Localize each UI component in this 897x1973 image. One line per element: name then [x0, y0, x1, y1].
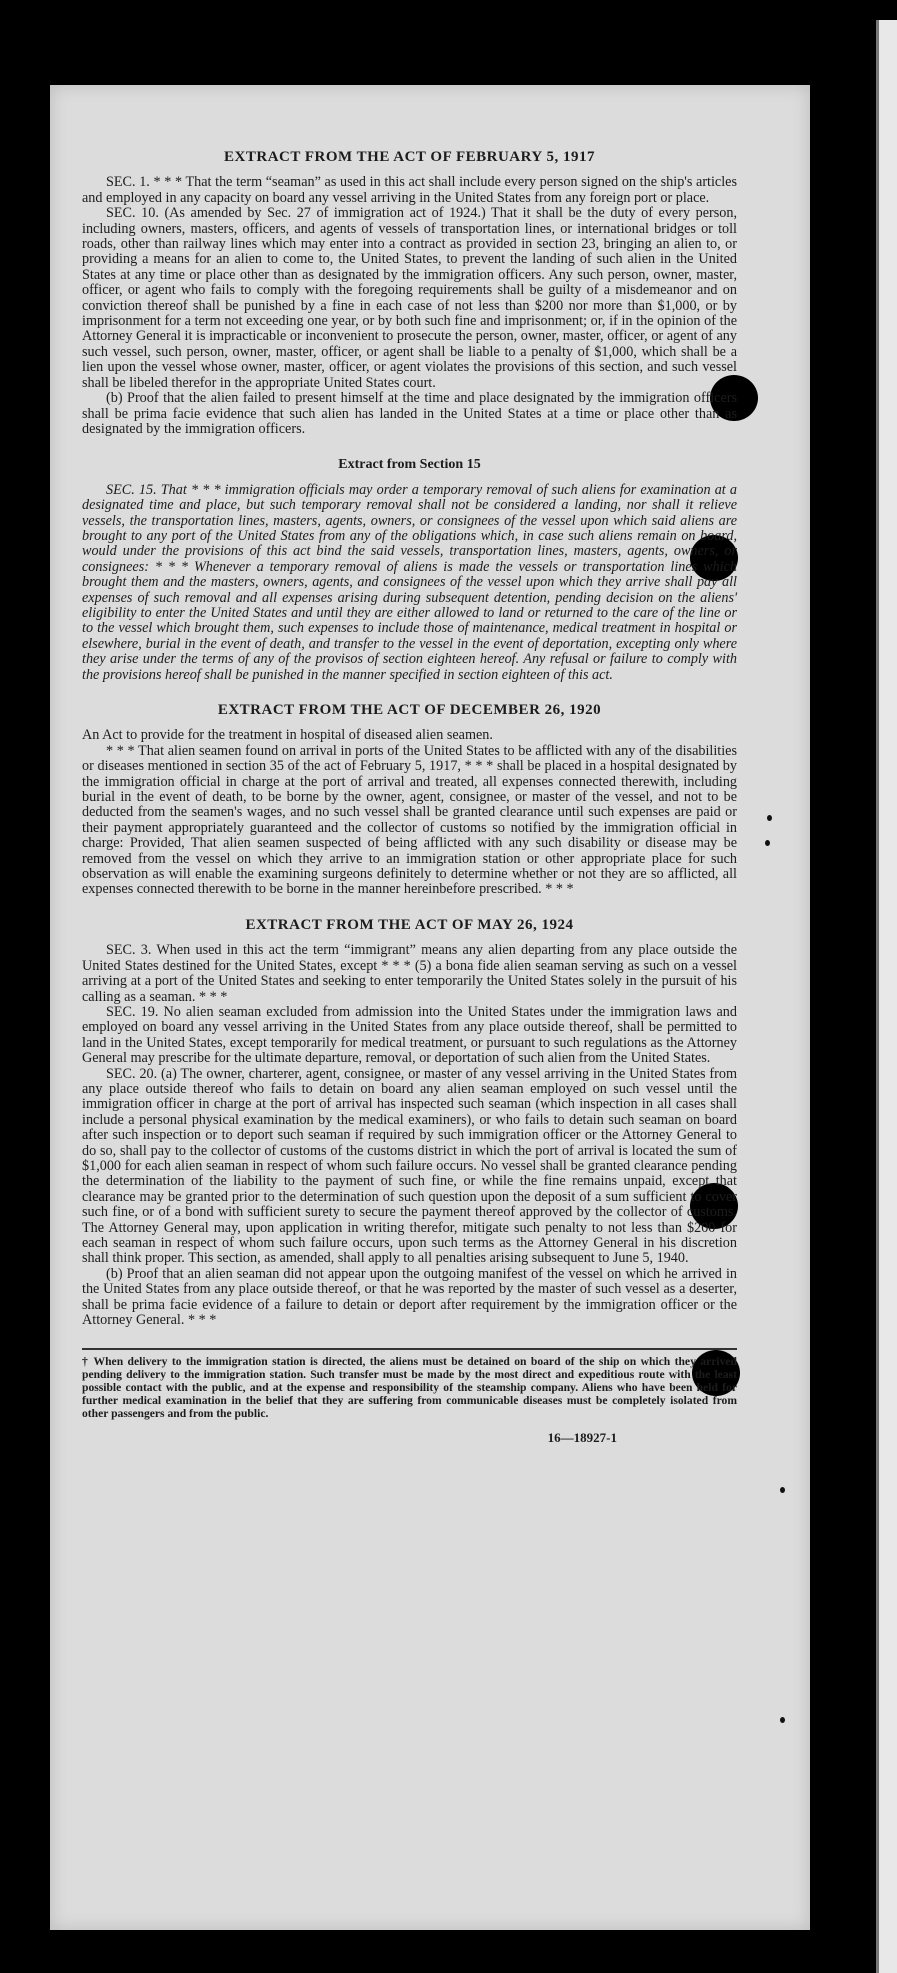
- scan-speck: [780, 1487, 785, 1493]
- paragraph-sec-3: SEC. 3. When used in this act the term “immigrant” means any alien departing from any place outside the United States destined for the United States, except * * * (5) a bona fide alien seaman serving as such on a vessel arriving at a port of the United States and seeking to enter temporarily the United States solely in the pursuit of his calling as a seaman. * * *: [82, 942, 737, 1005]
- scan-speck: [780, 1717, 785, 1723]
- document-body: [82, 150, 737, 1446]
- section-extract-15: [82, 457, 737, 683]
- paragraph-sec-19: SEC. 19. No alien seaman excluded from admission into the United States under the immigration laws and employed on board any vessel arriving in the United States from any place outside thereof, shall be permitted to land in the United States, except temporarily for medical treatment, or pursuant to such regulations as the Attorney General may prescribe for the ultimate departure, removal, or deportation of such alien from the United States.: [82, 1003, 737, 1067]
- paragraph-sec-20b: (b) Proof that an alien seaman did not appear upon the outgoing manifest of the vessel on which he arrived in the United States from any place outside thereof, or that he was reported by the master of such vessel as a deserter, shall be prima facie evidence of a failure to detain or deport after requirement by the immigration officer or the Attorney General. * * *: [82, 1265, 737, 1329]
- footnote: † When delivery to the immigration station is directed, the aliens must be detained on board of the ship on which they arrived pending delivery to the immigration station. Such transfer must be made by the most direct and expeditious route with the least possible contact with the public, and at the expense and responsibility of the steamship company. Aliens who have been held for further medical examination in the belief that they are suffering from communicable diseases must be completely isolated from other passengers and from the public.: [82, 1348, 737, 1420]
- section-heading: Extract from Section 15: [338, 457, 481, 473]
- scan-edge-strip: [879, 20, 897, 1973]
- paragraph-sec-20a: SEC. 20. (a) The owner, charterer, agent, consignee, or master of any vessel arriving in the United States from any place outside thereof who fails to detain on board any alien seaman employed on such vessel until the immigration officer in charge at the port of arrival has inspected such seaman (which inspection in all cases shall include a personal physical examination by the medical examiners), or who fails to detain such seaman on board after such inspection or to deport such seaman if required by such immigration officer or the Attorney General to do so, shall pay to the collector of customs of the customs district in which the port of arrival is located the sum of $1,000 for each alien seaman in respect of whom such failure occurs. No vessel shall be granted clearance pending the determination of the liability to the payment of such fine, or while the fine remains unpaid, except that clearance may be granted prior to the determination of such question upon the deposit of a sum sufficient to cover such fine, or of a bond with sufficient surety to secure the payment thereof approved by the collector of customs. The Attorney General may, upon application in writing therefor, mitigate such penalty to not less than $200 for each seaman in respect of whom such failure occurs, upon such terms as the Attorney General in his discretion shall think proper. This section, as amended, shall apply to all penalties arising subsequent to June 5, 1940.: [82, 1065, 737, 1267]
- paragraph-sec-10b: (b) Proof that the alien failed to present himself at the time and place designated by the immigration officers shall be prima facie evidence that such alien has landed in the United States at a time or place other than as designated by the immigration officers.: [82, 390, 737, 437]
- paragraph-sec-15: SEC. 15. That * * * immigration officials may order a temporary removal of such aliens for examination at a designated time and place, but such temporary removal shall not be considered a landing, nor shall it relieve vessels, the transportation lines, masters, agents, owners, or consignees of the vessel upon which said aliens are brought to any port of the United States from any of the obligations which, in case such aliens remain on board, would under the provisions of this act bind the said vessels, transportation lines, masters, agents, owners, or consignees: * * * Whenever a temporary removal of aliens is made the vessels or transportation lines which brought them and the masters, owners, agents, and consignees of the vessel upon which they arrive shall pay all expenses of such removal and all expenses arising during subsequent detention, pending decision on the aliens' eligibility to enter the United States and until they are either allowed to land or returned to the care of the line or to the vessel which brought them, such expenses to include those of maintenance, medical treatment in hospital or elsewhere, burial in the event of death, and transfer to the vessel in the event of deportation, excepting only where they arise under the terms of any of the provisos of section eighteen hereof. Any refusal or failure to comply with the provisions hereof shall be punished in the manner specified in section eighteen of this act.: [82, 481, 737, 683]
- section-heading: EXTRACT FROM THE ACT OF DECEMBER 26, 1920: [217, 702, 602, 718]
- document-number: 16—18927-1: [547, 1430, 617, 1446]
- paragraph-act-title: An Act to provide for the treatment in hospital of diseased alien seamen.: [82, 727, 493, 744]
- paragraph-sec-10: SEC. 10. (As amended by Sec. 27 of immigration act of 1924.) That it shall be the duty of every person, including owners, masters, officers, and agents of vessels of transportation lines, or international bridges or toll roads, other than railway lines which may enter into a contract as provided in section 23, bringing an alien to, or providing a means for an alien to come to, the United States, to prevent the landing of such alien in the United States at any time or place other than as designated by the immigration officers. Any such person, owner, master, officer, or agent who fails to comply with the foregoing requirements shall be guilty of a misdemeanor and on conviction thereof shall be punished by a fine in each case of not less than $200 nor more than $1,000, or by imprisonment for a term not exceeding one year, or by both such fine and imprisonment; or, if in the opinion of the Attorney General it is impracticable or inconvenient to prosecute the person, owner, master, officer, or agent of any such vessel, such person, owner, master, officer, or agent shall be liable to a penalty of $1,000, which shall be a lien upon the vessel whose owner, master, officer, or agent violates the provisions of this section, and such vessel shall be libeled therefor in the appropriate United States court.: [82, 205, 737, 391]
- section-act-1920: [82, 703, 737, 898]
- section-heading: EXTRACT FROM THE ACT OF FEBRUARY 5, 1917: [224, 149, 595, 165]
- section-heading: EXTRACT FROM THE ACT OF MAY 26, 1924: [245, 916, 574, 933]
- paragraph-hospital: * * * That alien seamen found on arrival in ports of the United States to be afflicted with any of the disabilities or diseases mentioned in section 35 of the act of February 5, 1917, * * * shall be placed in a hospital designated by the immigration official in charge at the port of arrival and treated, all expenses connected therewith, including burial in the event of death, to be borne by the owner, agent, consignee, or master of the vessel, and not to be deducted from the seamen's wages, and no such vessel shall be granted clearance until such expenses are paid or their payment appropriately guaranteed and the collector of customs so notified by the immigration official in charge: Provided, That alien seamen suspected of being afflicted with any such disability or disease may be removed from the vessel on which they arrive to an immigration station or other appropriate place for such observation as will enable the examining surgeons definitely to determine whether or not they are so afflicted, all expenses connected therewith to be borne in the manner hereinbefore prescribed. * * *: [82, 742, 737, 898]
- section-act-1917: [82, 150, 737, 437]
- scan-speck: [765, 840, 770, 846]
- section-act-1924: [82, 918, 737, 1329]
- scan-speck: [767, 815, 772, 821]
- paragraph-sec-1: SEC. 1. * * * That the term “seaman” as used in this act shall include every person signed on the ship's articles and employed in any capacity on board any vessel arriving in the United States from any foreign port or place.: [82, 174, 737, 206]
